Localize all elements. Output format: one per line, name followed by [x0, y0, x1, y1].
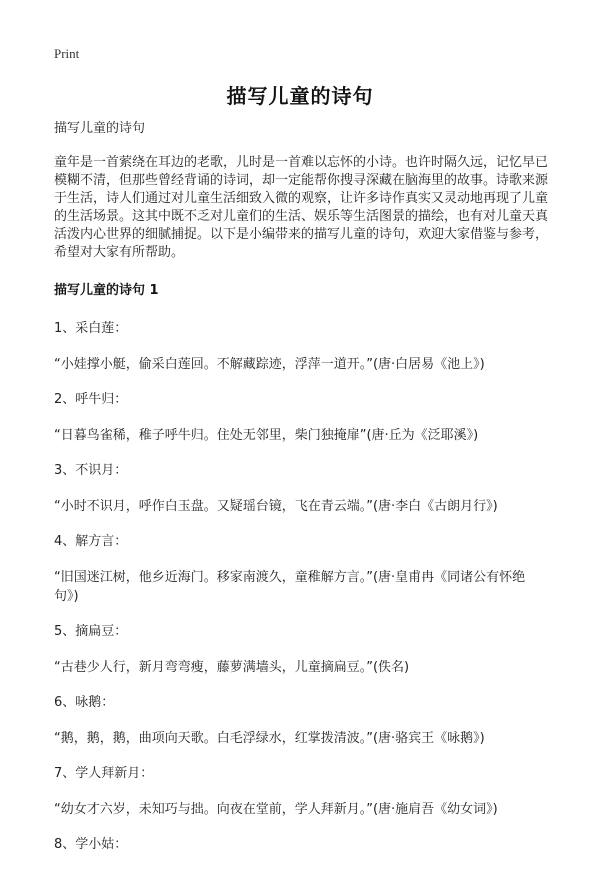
poem-list — [54, 320, 548, 854]
poem-title: 1、采白莲： — [54, 321, 128, 336]
poem-text: “幼女才六岁，未知巧与拙。向夜在堂前，学人拜新月。”(唐·施肩吾《幼女词》) — [54, 802, 498, 817]
article-subtitle: 描写儿童的诗句 — [54, 121, 146, 136]
poem-item — [54, 694, 548, 748]
poem-text: “旧国迷江树，他乡近海门。移家南渡久，童稚解方言。”(唐·皇甫冉《同诸公有怀绝句》) — [54, 570, 526, 604]
poem-text: “古巷少人行，新月弯弯瘦，藤萝满墙头，儿童摘扁豆。”(佚名) — [54, 660, 410, 675]
page-title: 描写儿童的诗句 — [226, 84, 374, 108]
poem-text: “小时不识月，呼作白玉盘。又疑瑶台镜，飞在青云端。”(唐·李白《古朗月行》) — [54, 499, 498, 514]
poem-text: “小娃撑小艇，偷采白莲回。不解藏踪迹，浮萍一道开。”(唐·白居易《池上》) — [54, 357, 485, 372]
poem-title: 8、学小姑： — [54, 837, 128, 852]
intro-paragraph: 童年是一首萦绕在耳边的老歌，儿时是一首难以忘怀的小诗。也许时隔久远，记忆早已模糊不清，但那些曾经背诵的诗词，却一定能帮你搜寻深藏在脑海里的故事。诗歌来源于生活，诗人们通过对儿童生活细致入微的观察，让许多诗作真实又灵动地再现了儿童的生活场景。这其中既不乏对儿童们的生活、娱乐等生活图景的描绘，也有对儿童天真活泼内心世界的细腻捕捉。以下是小编带来的描写儿童的诗句，欢迎大家借鉴与参考，希望对大家有所帮助。 — [54, 155, 549, 260]
poem-title: 5、摘扁豆： — [54, 624, 128, 639]
poem-item — [54, 836, 548, 854]
poem-title: 6、咏鹅： — [54, 695, 115, 710]
poem-item — [54, 623, 548, 677]
poem-item — [54, 462, 548, 516]
poem-title: 7、学人拜新月： — [54, 766, 154, 781]
poem-text: “鹅，鹅，鹅，曲项向天歌。白毛浮绿水，红掌拨清波。”(唐·骆宾王《咏鹅》) — [54, 731, 485, 746]
poem-item — [54, 391, 548, 445]
article-body — [54, 120, 548, 871]
poem-item — [54, 533, 548, 606]
print-link[interactable]: Print — [54, 46, 80, 61]
section-heading: 描写儿童的诗句 1 — [54, 283, 159, 298]
poem-title: 3、不识月： — [54, 463, 128, 478]
poem-title: 2、呼牛归： — [54, 392, 128, 407]
poem-item — [54, 320, 548, 374]
poem-title: 4、解方言： — [54, 534, 128, 549]
poem-text: “日暮鸟雀稀，稚子呼牛归。住处无邻里，柴门独掩扉”(唐·丘为《泛耶溪》) — [54, 428, 479, 443]
poem-item — [54, 765, 548, 819]
